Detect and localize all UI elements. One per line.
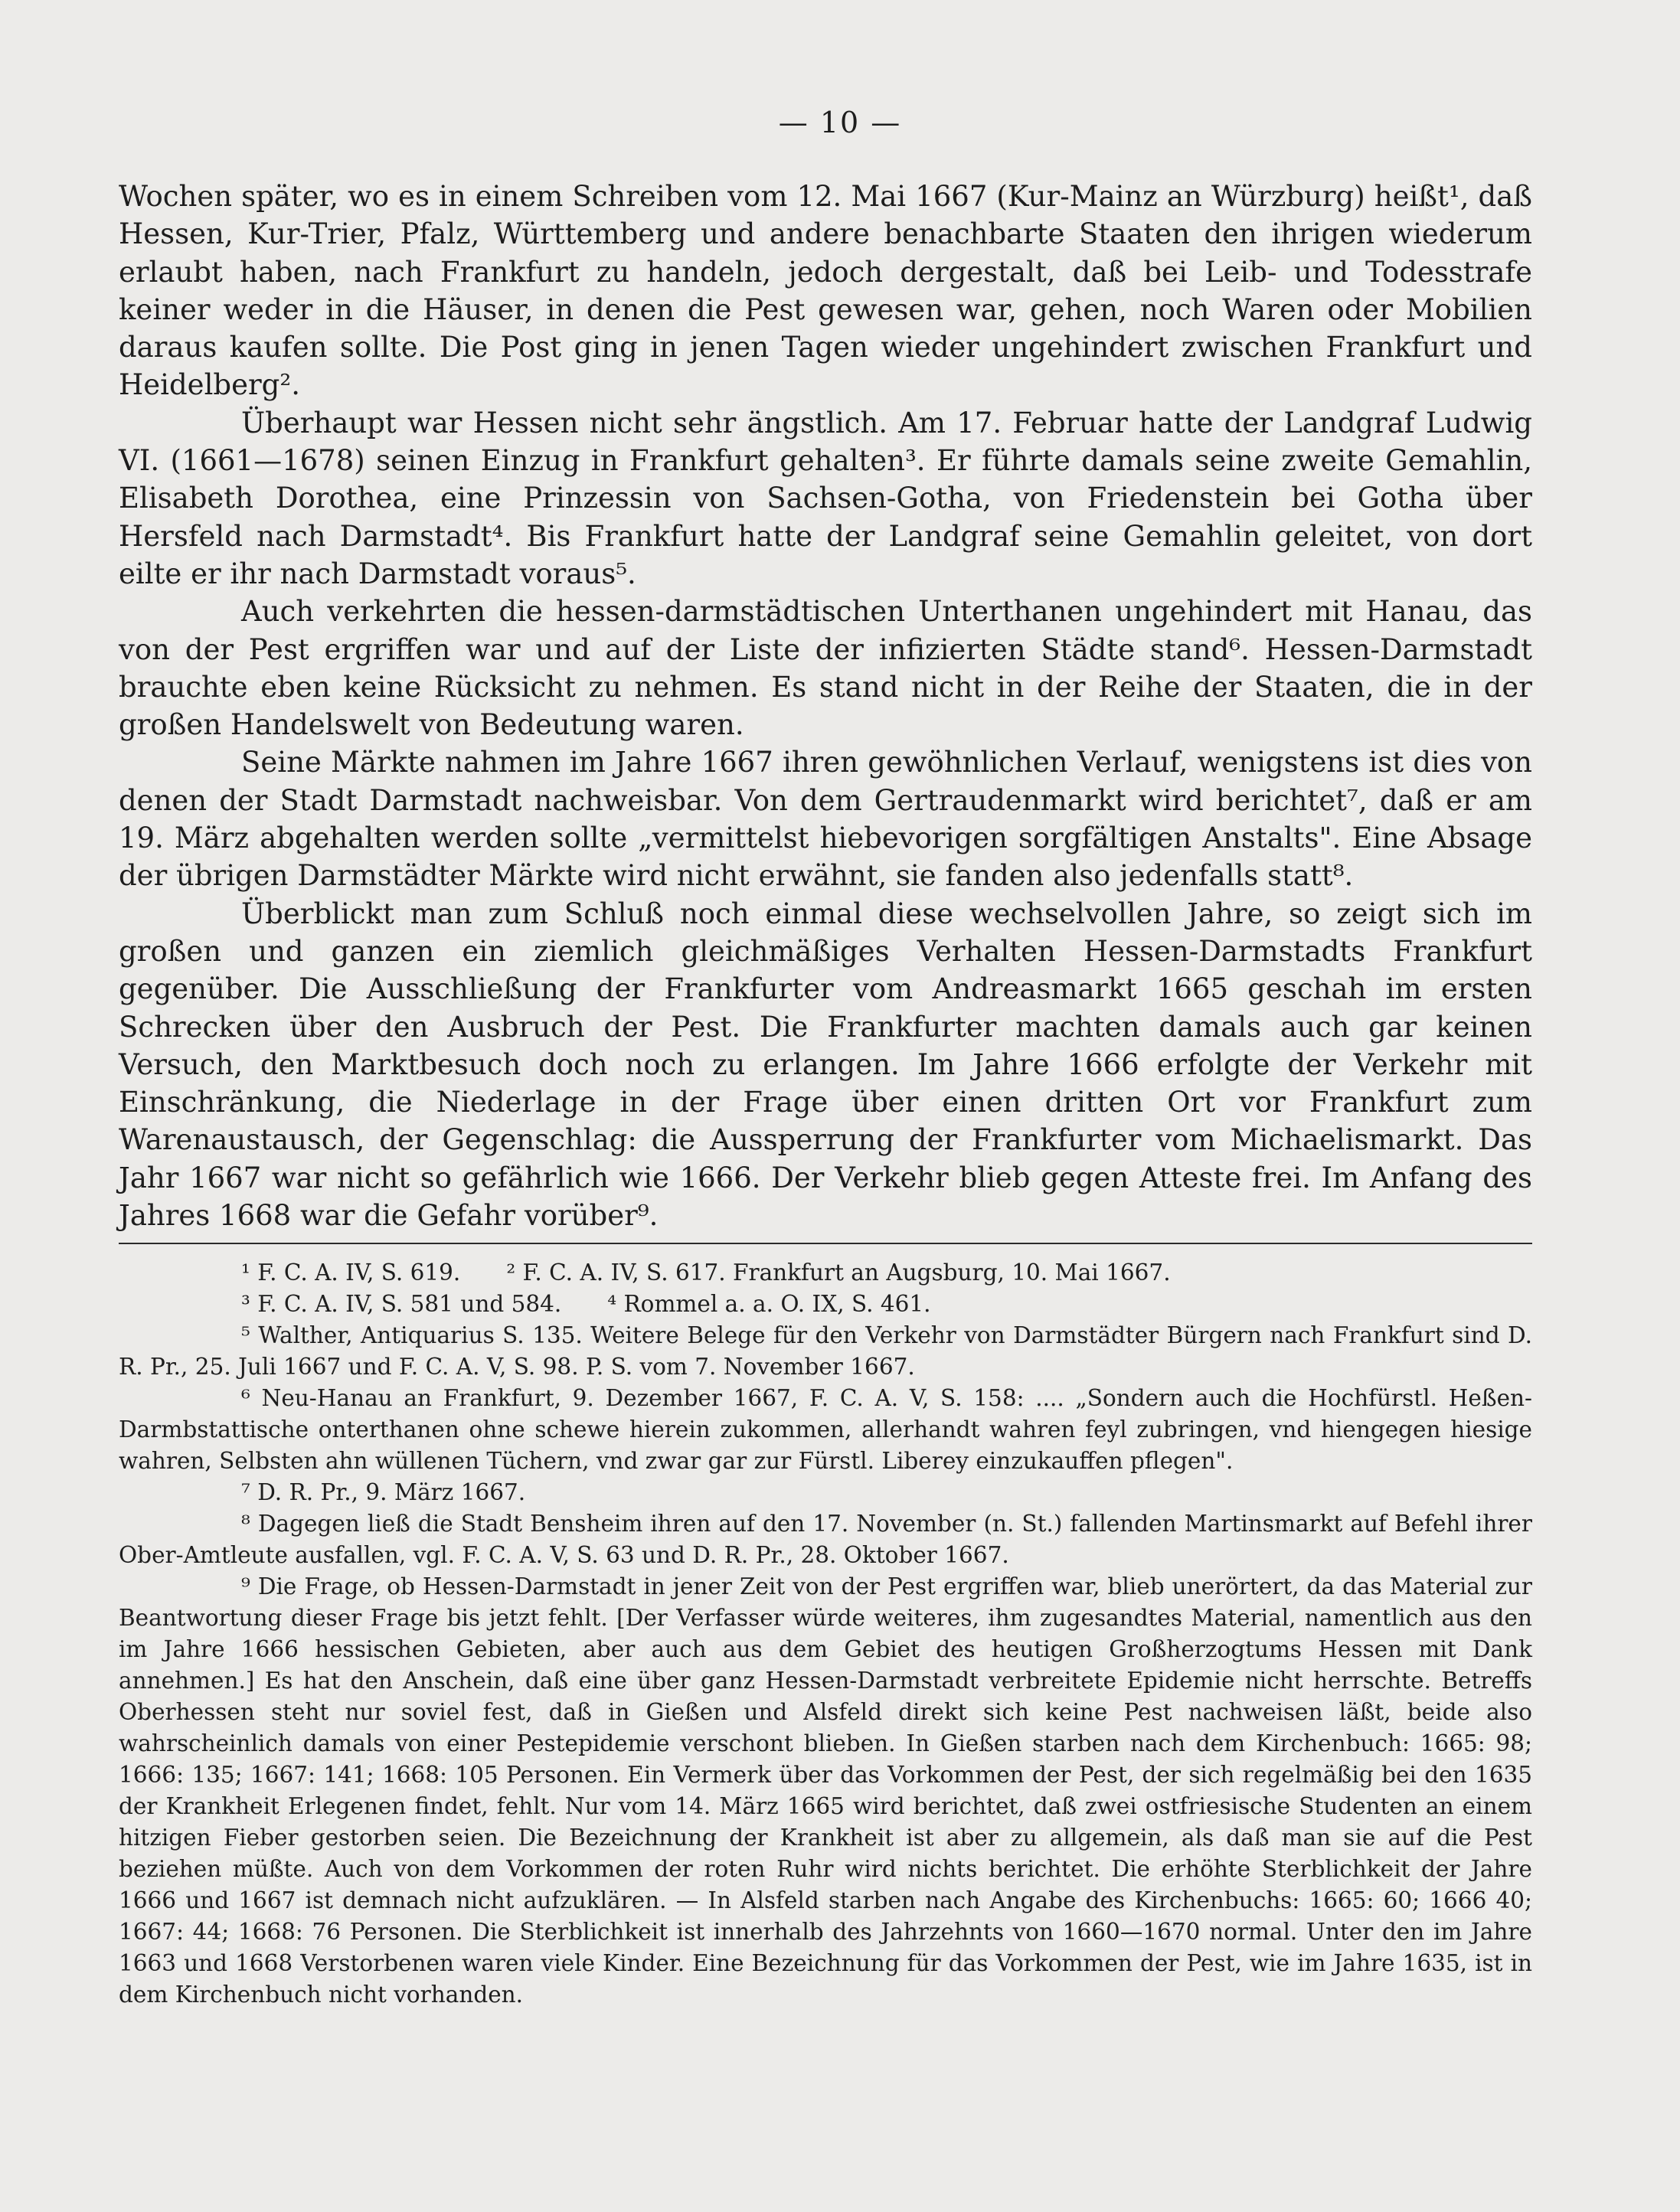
footnotes [119, 1257, 1532, 2011]
footnote-4: ⁴ Rommel a. a. O. IX, S. 461. [607, 1291, 931, 1317]
paragraph-1: Wochen später, wo es in einem Schreiben vom 12. Mai 1667 (Kur-Mainz an Würzburg) heißt¹, daß Hessen, Kur-Trier, Pfalz, Württemberg und andere benachbarte Staaten den ihrigen wiederum erlaubt haben, nach Frankfurt zu handeln, jedoch dergestalt, daß bei Leib- und Todesstrafe keiner weder in die Häuser, in denen die Pest gewesen war, gehen, noch Waren oder Mobilien daraus kaufen sollte. Die Post ging in jenen Tagen wieder ungehindert zwischen Frankfurt und Heidelberg². [119, 180, 1532, 402]
paragraph-2: Überhaupt war Hessen nicht sehr ängstlich. Am 17. Februar hatte der Landgraf Ludwig VI. (1661—1678) seinen Einzug in Frankfurt gehalten³. Er führte damals seine zweite Gemahlin, Elisabeth Dorothea, eine Prinzessin von Sachsen-Gotha, von Friedenstein bei Gotha über Hersfeld nach Darmstadt⁴. Bis Frankfurt hatte der Landgraf seine Gemahlin geleitet, von dort eilte er ihr nach Darmstadt voraus⁵. [119, 406, 1532, 590]
footnote-1: ¹ F. C. A. IV, S. 619. [241, 1260, 461, 1286]
footnote-6: ⁶ Neu-Hanau an Frankfurt, 9. Dezember 1667, F. C. A. V, S. 158: .... „Sondern auch die Hochfürstl. Heßen-Darmbstattische onterthanen ohne schewe hierein zukommen, allerhandt wahren feyl zubringen, vnd hiengegen hiesige wahren, Selbsten ahn wüllenen Tüchern, vnd zwar gar zur Fürstl. Liberey einzukauffen pflegen". [119, 1385, 1532, 1474]
page-number: — 10 — [778, 106, 902, 139]
footnote-3: ³ F. C. A. IV, S. 581 und 584. [241, 1291, 562, 1317]
paragraph-4: Seine Märkte nahmen im Jahre 1667 ihren gewöhnlichen Verlauf, wenigstens ist dies von denen der Stadt Darmstadt nachweisbar. Von dem Gertraudenmarkt wird berichtet⁷, daß er am 19. März abgehalten werden sollte „vermittelst hiebevorigen sorgfältigen Anstalts". Eine Absage der übrigen Darmstädter Märkte wird nicht erwähnt, sie fanden also jedenfalls statt⁸. [119, 746, 1532, 893]
footnote-5: ⁵ Walther, Antiquarius S. 135. Weitere Belege für den Verkehr von Darmstädter Bürgern nach Frankfurt sind D. R. Pr., 25. Juli 1667 und F. C. A. V, S. 98. P. S. vom 7. November 1667. [119, 1322, 1532, 1380]
footnote-9: ⁹ Die Frage, ob Hessen-Darmstadt in jener Zeit von der Pest ergriffen war, blieb unerörtert, da das Material zur Beantwortung dieser Frage bis jetzt fehlt. [Der Verfasser würde weiteres, ihm zugesandtes Material, namentlich aus den im Jahre 1666 hessischen Gebieten, aber auch aus dem Gebiet des heutigen Großherzogtums Hessen mit Dank annehmen.] Es hat den Anschein, daß eine über ganz Hessen-Darmstadt verbreitete Epidemie nicht herrschte. Betreffs Oberhessen steht nur soviel fest, daß in Gießen und Alsfeld direkt sich keine Pest nachweisen läßt, beide also wahrscheinlich damals von einer Pestepidemie verschont blieben. In Gießen starben nach dem Kirchenbuch: 1665: 98; 1666: 135; 1667: 141; 1668: 105 Personen. Ein Vermerk über das Vorkommen der Pest, der sich regelmäßig bei den 1635 der Krankheit Erlegenen findet, fehlt. Nur vom 14. März 1665 wird berichtet, daß zwei ostfriesische Studenten an einem hitzigen Fieber gestorben seien. Die Bezeichnung der Krankheit ist aber zu allgemein, als daß man sie auf die Pest beziehen müßte. Auch von dem Vorkommen der roten Ruhr wird nichts berichtet. Die erhöhte Sterblichkeit der Jahre 1666 und 1667 ist demnach nicht aufzuklären. — In Alsfeld starben nach Angabe des Kirchenbuchs: 1665: 60; 1666 40; 1667: 44; 1668: 76 Personen. Die Sterblichkeit ist innerhalb des Jahrzehnts von 1660—1670 normal. Unter den im Jahre 1663 und 1668 Verstorbenen waren viele Kinder. Eine Bezeichnung für das Vorkommen der Pest, wie im Jahre 1635, ist in dem Kirchenbuch nicht vorhanden. [119, 1573, 1532, 2008]
main-text [119, 178, 1532, 1234]
footnote-separator [119, 1243, 1532, 1244]
paragraph-3: Auch verkehrten die hessen-darmstädtischen Unterthanen ungehindert mit Hanau, das von der Pest ergriffen war und auf der Liste der infizierten Städte stand⁶. Hessen-Darmstadt brauchte eben keine Rücksicht zu nehmen. Es stand nicht in der Reihe der Staaten, die in der großen Handelswelt von Bedeutung waren. [119, 595, 1532, 742]
footnote-row-3-4 [119, 1289, 1532, 1320]
footnote-row-1-2 [119, 1257, 1532, 1289]
footnote-7: ⁷ D. R. Pr., 9. März 1667. [241, 1479, 526, 1505]
paragraph-5: Überblickt man zum Schluß noch einmal diese wechselvollen Jahre, so zeigt sich im großen und ganzen ein ziemlich gleichmäßiges Verhalten Hessen-Darmstadts Frankfurt gegenüber. Die Ausschließung der Frankfurter vom Andreasmarkt 1665 geschah im ersten Schrecken über den Ausbruch der Pest. Die Frankfurter machten damals auch gar keinen Versuch, den Marktbesuch doch noch zu erlangen. Im Jahre 1666 erfolgte der Verkehr mit Einschränkung, die Niederlage in der Frage über einen dritten Ort vor Frankfurt zum Warenaustausch, der Gegenschlag: die Aussperrung der Frankfurter vom Michaelismarkt. Das Jahr 1667 war nicht so gefährlich wie 1666. Der Verkehr blieb gegen Atteste frei. Im Anfang des Jahres 1668 war die Gefahr vorüber⁹. [119, 897, 1532, 1233]
footnote-2: ² F. C. A. IV, S. 617. Frankfurt an Augsburg, 10. Mai 1667. [506, 1260, 1171, 1286]
footnote-8: ⁸ Dagegen ließ die Stadt Bensheim ihren auf den 17. November (n. St.) fallenden Martinsmarkt auf Befehl ihrer Ober-Amtleute ausfallen, vgl. F. C. A. V, S. 63 und D. R. Pr., 28. Oktober 1667. [119, 1511, 1532, 1568]
